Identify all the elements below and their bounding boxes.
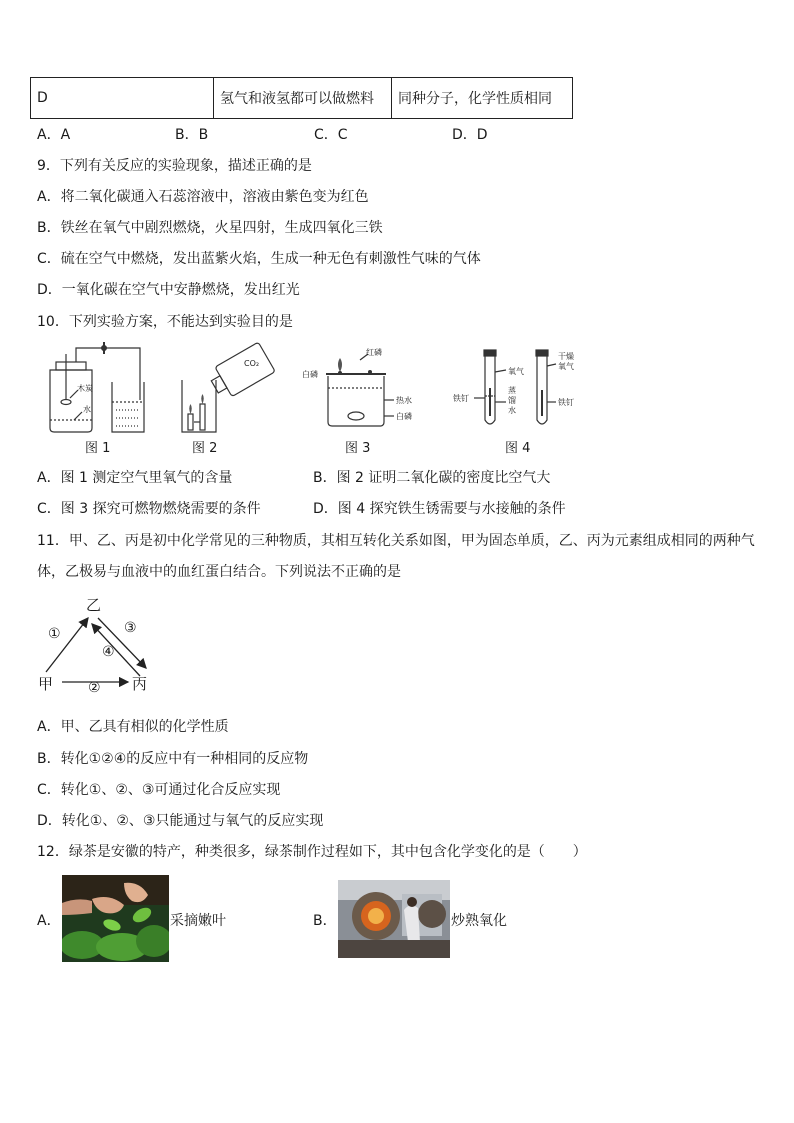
q12-stem: 12．绿茶是安徽的特产，种类很多，绿茶制作过程如下，其中包含化学变化的是（ ） [37,844,587,860]
figure-2-caption: 图 2 [192,441,218,456]
q11-option-b[interactable]: B．转化①②④的反应中有一种相同的反应物 [37,751,309,767]
q8-option-c[interactable]: C．C [314,127,348,143]
q11-conversion-diagram [36,592,166,696]
figure-2-label-co2: CO₂ [244,359,260,368]
q9-option-b[interactable]: B．铁丝在氧气中剧烈燃烧，火星四射，生成四氧化三铁 [37,220,383,236]
q8-options [37,124,597,144]
arrow-label-2: ② [88,680,101,696]
figure-4-caption: 图 4 [505,441,531,456]
table-cell-explanation: 同种分子，化学性质相同 [392,78,573,119]
q10-option-d[interactable]: D．图 4 探究铁生锈需要与水接触的条件 [313,501,566,517]
tea-roasting-image [338,880,450,958]
q10-option-b[interactable]: B．图 2 证明二氧化碳的密度比空气大 [313,470,551,486]
q11-stem-line-2: 体，乙极易与血液中的血红蛋白结合。下列说法不正确的是 [37,564,401,580]
q11-stem-line-1: 11．甲、乙、丙是初中化学常见的三种物质，其相互转化关系如图，甲为固态单质，乙、丙为元素组成相同的两种气 [37,533,755,549]
figure-1-caption: 图 1 [85,441,111,456]
arrow-label-3: ③ [124,620,137,636]
figure-2 [172,340,282,455]
table-cell-option: D [31,78,214,119]
table-cell-fact: 氢气和液氢都可以做燃料 [214,78,392,119]
q11-option-d[interactable]: D．转化①、②、③只能通过与氧气的反应实现 [37,813,324,829]
figure-4-label-distilled-water: 蒸馏水 [508,386,516,415]
q8-option-a[interactable]: A．A [37,127,71,143]
figure-4-label-dry-oxygen: 干燥氧气 [558,352,574,371]
tea-picking-image [62,875,169,962]
q9-option-a[interactable]: A．将二氧化碳通入石蕊溶液中，溶液由紫色变为红色 [37,189,369,205]
q11-option-c[interactable]: C．转化①、②、③可通过化合反应实现 [37,782,281,798]
q12-option-b-text: 炒熟氧化 [451,913,507,929]
tea-picking-photo [62,875,169,962]
tea-roasting-photo [338,880,450,958]
q10-option-a[interactable]: A．图 1 测定空气里氧气的含量 [37,470,233,486]
figure-3-drawing [300,340,420,440]
node-bing: 丙 [132,675,148,693]
figure-3-caption: 图 3 [345,441,371,456]
figure-1-label-charcoal: 木炭 [77,384,93,393]
figure-3 [300,340,420,455]
q12-option-a-letter[interactable]: A． [37,913,61,929]
q12-option-b-letter[interactable]: B． [313,913,337,929]
figure-3-label-white-p-bottom: 白磷 [396,412,412,421]
node-yi: 乙 [86,596,102,614]
figure-3-label-hot-water: 热水 [396,396,412,405]
q8-option-b[interactable]: B．B [175,127,209,143]
q12-option-a-text: 采摘嫩叶 [170,913,226,929]
figure-1 [40,340,150,455]
figure-4-label-oxygen: 氧气 [508,367,524,376]
q8-option-d[interactable]: D．D [452,127,488,143]
figure-4-label-nail-1: 铁钉 [453,394,469,403]
figure-4-label-nail-2: 铁钉 [558,398,574,407]
q10-option-c[interactable]: C．图 3 探究可燃物燃烧需要的条件 [37,501,261,517]
node-jia: 甲 [38,675,54,693]
table-row [31,78,573,119]
arrow-label-4: ④ [102,644,115,660]
q9-option-c[interactable]: C．硫在空气中燃烧，发出蓝紫火焰，生成一种无色有刺激性气味的气体 [37,251,481,267]
q10-stem: 10．下列实验方案，不能达到实验目的是 [37,314,293,330]
figure-1-drawing [40,340,150,440]
figure-2-drawing [172,340,282,440]
q9-stem: 9．下列有关反应的实验现象，描述正确的是 [37,158,312,174]
answer-table [30,77,573,119]
figure-3-label-white-p-top: 白磷 [302,370,318,379]
q11-option-a[interactable]: A．甲、乙具有相似的化学性质 [37,719,229,735]
figure-3-label-red-p: 红磷 [366,348,382,357]
arrow-label-1: ① [48,626,61,642]
figure-4 [450,340,590,455]
q9-option-d[interactable]: D．一氧化碳在空气中安静燃烧，发出红光 [37,282,300,298]
figure-1-label-water: 水 [83,405,91,414]
